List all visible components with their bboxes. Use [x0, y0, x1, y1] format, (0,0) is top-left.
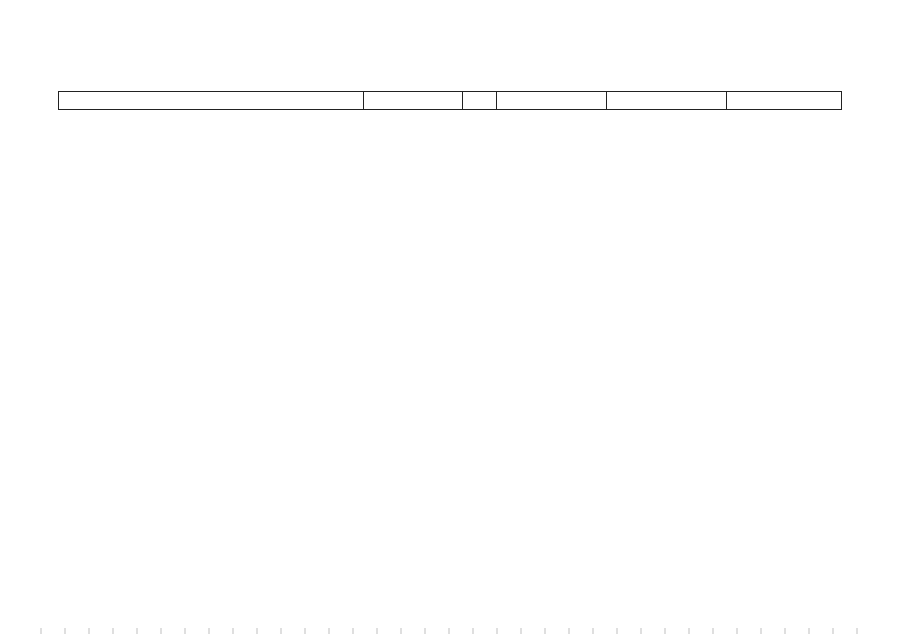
header-col-1 — [59, 92, 364, 109]
header-col-3 — [463, 92, 497, 109]
header-col-4 — [497, 92, 607, 109]
scan-noise — [40, 628, 880, 634]
table-header — [58, 91, 842, 110]
header-col-5 — [607, 92, 727, 109]
header-col-6 — [727, 92, 841, 109]
header-col-2 — [364, 92, 463, 109]
